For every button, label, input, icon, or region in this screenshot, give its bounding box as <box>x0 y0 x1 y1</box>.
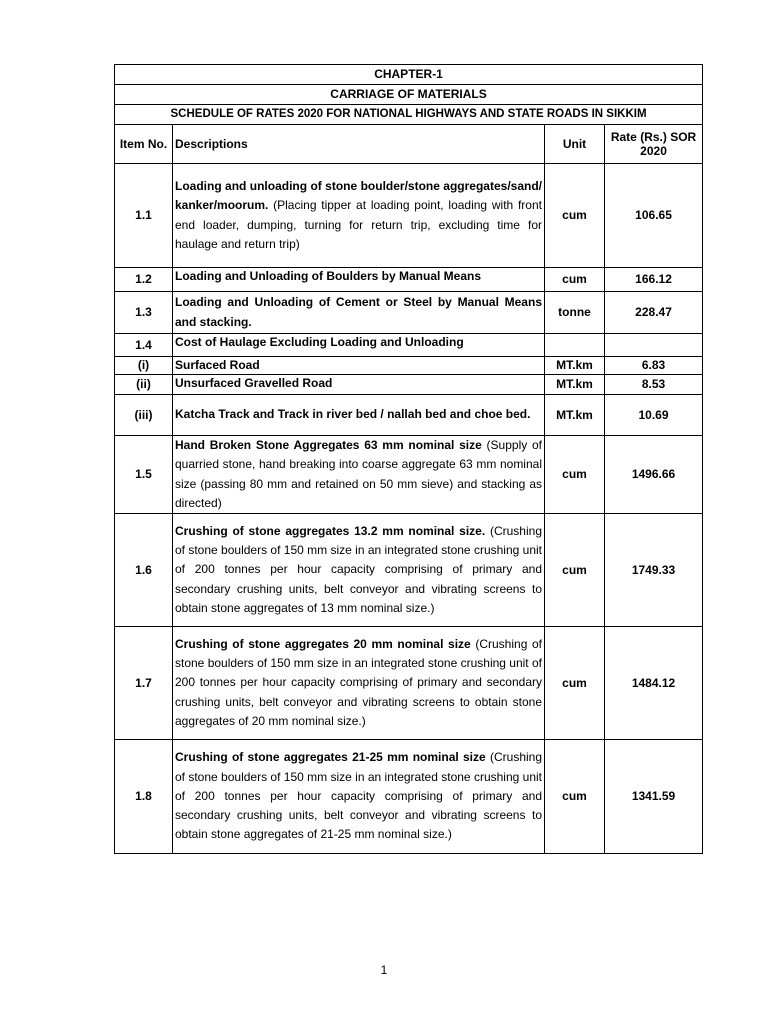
item-unit: tonne <box>545 292 605 334</box>
chapter-header-row <box>115 65 703 85</box>
item-rate: 10.69 <box>605 395 703 436</box>
item-description <box>173 334 545 357</box>
item-unit: cum <box>545 514 605 627</box>
column-header-rate: Rate (Rs.) SOR 2020 <box>605 125 703 164</box>
item-unit: MT.km <box>545 395 605 436</box>
table-row <box>115 514 703 627</box>
item-title: Loading and Unloading of Boulders by Manual Means <box>175 269 482 283</box>
item-description <box>173 740 545 854</box>
item-unit: cum <box>545 627 605 740</box>
item-rate: 1749.33 <box>605 514 703 627</box>
item-unit: MT.km <box>545 357 605 375</box>
column-header-descriptions: Descriptions <box>173 125 545 164</box>
item-description <box>173 357 545 375</box>
column-header-item-no: Item No. <box>115 125 173 164</box>
item-description <box>173 292 545 334</box>
item-rate: 1341.59 <box>605 740 703 854</box>
item-description <box>173 627 545 740</box>
table-row <box>115 395 703 436</box>
item-number: 1.2 <box>115 268 173 292</box>
item-rate: 166.12 <box>605 268 703 292</box>
item-description <box>173 268 545 292</box>
item-title: Loading and unloading of stone boulder/stone aggregates/sand/ kanker/moorum. <box>175 178 542 212</box>
item-description <box>173 395 545 436</box>
item-unit <box>545 334 605 357</box>
item-title: Crushing of stone aggregates 20 mm nominal size <box>175 636 471 651</box>
item-unit: cum <box>545 164 605 268</box>
schedule-header-row <box>115 105 703 125</box>
item-unit: MT.km <box>545 375 605 395</box>
item-detail: (Placing tipper at loading point, loading with front end loader, dumping, turning for return trip, excluding time for haulage and return trip) <box>175 198 542 251</box>
item-detail: (Supply of quarried stone, hand breaking into coarse aggregate 63 mm nominal size (passing 80 mm and retained on 50 mm sieve) and stacking as directed) <box>175 438 542 510</box>
item-title: Hand Broken Stone Aggregates 63 mm nominal size <box>175 438 482 453</box>
schedule-of-rates-table <box>114 64 703 854</box>
item-rate: 8.53 <box>605 375 703 395</box>
item-number: 1.7 <box>115 627 173 740</box>
item-description <box>173 375 545 395</box>
item-detail: (Crushing of stone boulders of 150 mm size in an integrated stone crushing unit of 200 tonnes per hour capacity comprising of primary and secondary crushing units, belt conveyor and vibrating screens to obtain stone aggregates of 21-25 mm nominal size.) <box>175 750 543 842</box>
item-number: 1.3 <box>115 292 173 334</box>
page-number: 1 <box>380 963 388 977</box>
table-row <box>115 334 703 357</box>
section-header-row <box>115 85 703 105</box>
item-description <box>173 164 545 268</box>
item-number: (iii) <box>115 395 173 436</box>
item-title: Katcha Track and Track in river bed / nallah bed and choe bed. <box>175 407 531 422</box>
schedule-title: SCHEDULE OF RATES 2020 FOR NATIONAL HIGHWAYS AND STATE ROADS IN SIKKIM <box>115 105 703 125</box>
column-header-row <box>115 125 703 164</box>
item-title: Surfaced Road <box>175 358 260 372</box>
table-row <box>115 627 703 740</box>
table-row <box>115 436 703 514</box>
table-row <box>115 740 703 854</box>
item-number: 1.8 <box>115 740 173 854</box>
item-unit: cum <box>545 268 605 292</box>
item-unit: cum <box>545 740 605 854</box>
table-row <box>115 292 703 334</box>
table-row <box>115 357 703 375</box>
column-header-unit: Unit <box>545 125 605 164</box>
table-row <box>115 375 703 395</box>
item-description <box>173 436 545 514</box>
item-number: 1.5 <box>115 436 173 514</box>
item-number: 1.1 <box>115 164 173 268</box>
item-rate: 1496.66 <box>605 436 703 514</box>
item-title: Loading and Unloading of Cement or Steel by Manual Means and stacking. <box>175 295 542 329</box>
item-title: Unsurfaced Gravelled Road <box>175 376 333 390</box>
table-row <box>115 268 703 292</box>
item-number: 1.6 <box>115 514 173 627</box>
item-rate: 1484.12 <box>605 627 703 740</box>
item-number: 1.4 <box>115 334 173 357</box>
section-title: CARRIAGE OF MATERIALS <box>115 85 703 105</box>
item-unit: cum <box>545 436 605 514</box>
item-rate: 106.65 <box>605 164 703 268</box>
item-rate <box>605 334 703 357</box>
item-title: Crushing of stone aggregates 21-25 mm nominal size <box>175 750 486 765</box>
item-number: (i) <box>115 357 173 375</box>
table-row <box>115 164 703 268</box>
item-rate: 6.83 <box>605 357 703 375</box>
item-detail: (Crushing of stone boulders of 150 mm size in an integrated stone crushing unit of 200 tonnes per hour capacity comprising of primary and secondary crushing units, belt conveyor and vibrating screens to obtain stone aggregates of 13 mm nominal size.) <box>175 523 542 615</box>
item-title: Cost of Haulage Excluding Loading and Unloading <box>175 335 464 349</box>
item-title: Crushing of stone aggregates 13.2 mm nominal size. <box>175 523 486 538</box>
item-description <box>173 514 545 627</box>
item-rate: 228.47 <box>605 292 703 334</box>
item-number: (ii) <box>115 375 173 395</box>
item-detail: (Crushing of stone boulders of 150 mm size in an integrated stone crushing unit of 200 tonnes per hour capacity comprising of primary and secondary crushing units, belt conveyor and vibrating screens to obtain stone aggregates of 20 mm nominal size.) <box>175 636 542 728</box>
chapter-title: CHAPTER-1 <box>115 65 703 85</box>
